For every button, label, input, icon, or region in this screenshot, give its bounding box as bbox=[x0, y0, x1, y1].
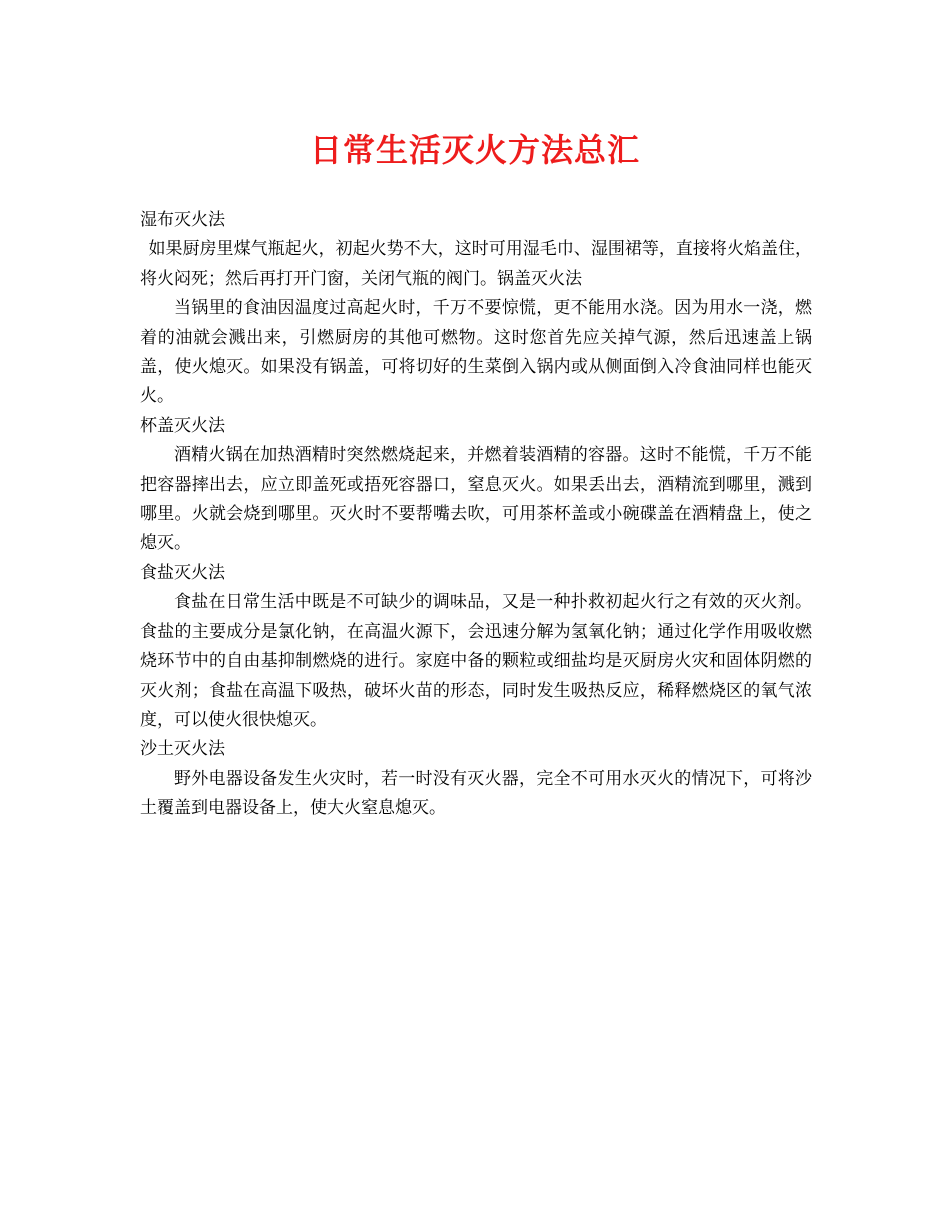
section-heading-cup-lid: 杯盖灭火法 bbox=[140, 415, 225, 436]
section-heading-sand: 沙土灭火法 bbox=[140, 739, 225, 760]
section-heading-pot-lid: 锅盖灭火法 bbox=[497, 268, 582, 289]
section-heading-wet-cloth: 湿布灭火法 bbox=[140, 210, 225, 230]
section-heading-salt: 食盐灭火法 bbox=[140, 562, 225, 583]
section-paragraph-salt: 食盐在日常生活中既是不可缺少的调味品，又是一种扑救初起火行之有效的灭火剂。食盐的主要成分是氯化钠，在高温火源下，会迅速分解为氢氧化钠；通过化学作用吸收燃烧环节中的自由基抑制燃烧的进行。家庭中备的颗粒或细盐均是灭厨房火灾和固体阴燃的灭火剂；食盐在高温下吸热，破坏火苗的形态，同时发生吸热反应，稀释燃烧区的氧气浓度，可以使火很快熄灭。 bbox=[140, 592, 812, 730]
section-paragraph-sand: 野外电器设备发生火灾时，若一时没有灭火器，完全不可用水灭火的情况下，可将沙土覆盖到电器设备上，使大火窒息熄灭。 bbox=[140, 768, 812, 819]
document-title: 日常生活灭火方法总汇 bbox=[309, 131, 640, 169]
document-body bbox=[140, 206, 812, 824]
section-paragraph-cup-lid: 酒精火锅在加热酒精时突然燃烧起来，并燃着装酒精的容器。这时不能慌，千万不能把容器摔出去，应立即盖死或捂死容器口，窒息灭火。如果丢出去，酒精流到哪里，溅到哪里。火就会烧到哪里。灭火时不要帮嘴去吹，可用茶杯盖或小碗碟盖在酒精盘上，使之熄灭。 bbox=[140, 445, 812, 554]
section-paragraph-wet-cloth bbox=[140, 235, 812, 294]
paragraph-text: 如果厨房里煤气瓶起火，初起火势不大，这时可用湿毛巾、湿围裙等，直接将火焰盖住，将火闷死；然后再打开门窗，关闭气瓶的阀门。 bbox=[140, 239, 812, 289]
section-paragraph-pot-lid: 当锅里的食油因温度过高起火时，千万不要惊慌，更不能用水浇。因为用水一浇，燃着的油就会溅出来，引燃厨房的其他可燃物。这时您首先应关掉气源，然后迅速盖上锅盖，使火熄灭。如果没有锅盖，可将切好的生菜倒入锅内或从侧面倒入冷食油同样也能灭火。 bbox=[140, 298, 812, 407]
